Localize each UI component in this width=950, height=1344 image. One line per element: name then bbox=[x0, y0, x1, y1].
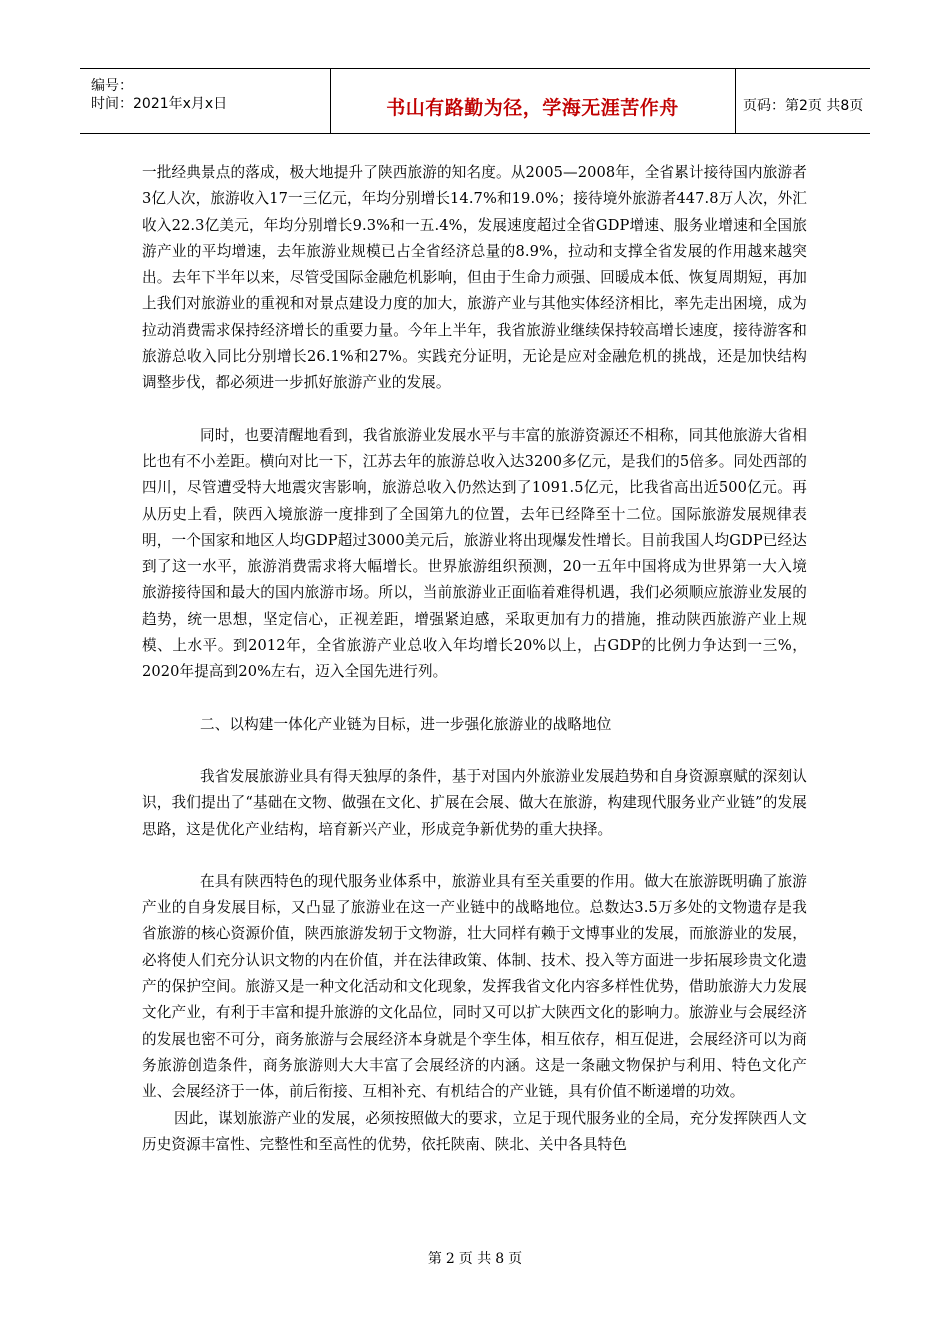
header-page-info: 页码：第2页 共8页 bbox=[743, 98, 864, 114]
document-body bbox=[142, 160, 807, 1158]
document-number-label: 编号： bbox=[91, 78, 133, 94]
footer-suffix: 页 bbox=[508, 1251, 523, 1267]
header-motto: 书山有路勤为径，学海无涯苦作舟 bbox=[386, 97, 679, 119]
footer-prefix: 第 bbox=[427, 1251, 442, 1267]
paragraph: 在具有陕西特色的现代服务业体系中，旅游业具有至关重要的作用。做大在旅游既明确了旅游产业的自身发展目标，又凸显了旅游业在这一产业链中的战略地位。总数达3.5万多处的文物遗存是我省旅游的核心资源价值，陕西旅游发轫于文物游，壮大同样有赖于文博事业的发展，而旅游业的发展，必将使人们充分认识文物的内在价值，并在法律政策、体制、技术、投入等方面进一步拓展珍贵文化遗产的保护空间。旅游又是一种文化活动和文化现象，发挥我省文化内容多样性优势，借助旅游大力发展文化产业，有利于丰富和提升旅游的文化品位，同时又可以扩大陕西文化的影响力。旅游业与会展经济的发展也密不可分，商务旅游与会展经济本身就是个孪生体，相互依存，相互促进，会展经济可以为商务旅游创造条件，商务旅游则大大丰富了会展经济的内涵。这是一条融文物保护与利用、特色文化产业、会展经济于一体，前后衔接、互相补充、有机结合的产业链，具有价值不断递增的功效。 bbox=[142, 872, 807, 1101]
paragraph: 一批经典景点的落成，极大地提升了陕西旅游的知名度。从2005—2008年，全省累计接待国内旅游者3亿人次，旅游收入17一三亿元，年均分别增长14.7%和19.0%；接待境外旅游者447.8万人次，外汇收入22.3亿美元，年均分别增长9.3%和一五.4%，发展速度超过全省GDP增速、服务业增速和全国旅游产业的平均增速，去年旅游业规模已占全省经济总量的8.9%，拉动和支撑全省发展的作用越来越突出。去年下半年以来，尽管受国际金融危机影响，但由于生命力顽强、回暖成本低、恢复周期短，再加上我们对旅游业的重视和对景点建设力度的加大，旅游产业与其他实体经济相比，率先走出困境，成为拉动消费需求保持经济增长的重要力量。今年上半年，我省旅游业继续保持较高增长速度，接待游客和旅游总收入同比分别增长26.1%和27%。实践充分证明，无论是应对金融危机的挑战，还是加快结构调整步伐，都必须进一步抓好旅游产业的发展。 bbox=[142, 164, 807, 392]
page-footer bbox=[0, 1248, 950, 1268]
section-heading: 二、以构建一体化产业链为目标，进一步强化旅游业的战略地位 bbox=[200, 715, 612, 733]
footer-total-pages: 8 bbox=[495, 1251, 505, 1267]
paragraph: 我省发展旅游业具有得天独厚的条件，基于对国内外旅游业发展趋势和自身资源禀赋的深刻认识，我们提出了“基础在文物、做强在文化、扩展在会展、做大在旅游，构建现代服务业产业链”的发展思路，这是优化产业结构，培育新兴产业，形成竞争新优势的重大抉择。 bbox=[142, 767, 807, 838]
document-date-label: 时间：2021年x月x日 bbox=[91, 96, 228, 112]
header-motto-cell bbox=[330, 69, 736, 133]
paragraph: 同时，也要清醒地看到，我省旅游业发展水平与丰富的旅游资源还不相称，同其他旅游大省相比也有不小差距。横向对比一下，江苏去年的旅游总收入达3200多亿元，是我们的5倍多。同处西部的四川，尽管遭受特大地震灾害影响，旅游总收入仍然达到了1091.5亿元，比我省高出近500亿元。再从历史上看，陕西入境旅游一度排到了全国第九的位置，去年已经降至十二位。国际旅游发展规律表明，一个国家和地区人均GDP超过3000美元后，旅游业将出现爆发性增长。目前我国人均GDP已经达到了这一水平，旅游消费需求将大幅增长。世界旅游组织预测，20一五年中国将成为世界第一大入境旅游接待国和最大的国内旅游市场。所以，当前旅游业正面临着难得机遇，我们必须顺应旅游业发展的趋势，统一思想，坚定信心，正视差距，增强紧迫感，采取更加有力的措施，推动陕西旅游产业上规模、上水平。到2012年，全省旅游产业总收入年均增长20%以上，占GDP的比例力争达到一三%，2020年提高到20%左右，迈入全国先进行列。 bbox=[142, 426, 807, 681]
footer-middle: 页 共 bbox=[458, 1251, 492, 1267]
header-meta bbox=[80, 69, 331, 133]
paragraph: 因此，谋划旅游产业的发展，必须按照做大的要求，立足于现代服务业的全局，充分发挥陕西人文历史资源丰富性、完整性和至高性的优势，依托陕南、陕北、关中各具特色 bbox=[142, 1109, 807, 1153]
footer-page-number: 2 bbox=[445, 1251, 455, 1267]
page-header bbox=[80, 68, 870, 134]
